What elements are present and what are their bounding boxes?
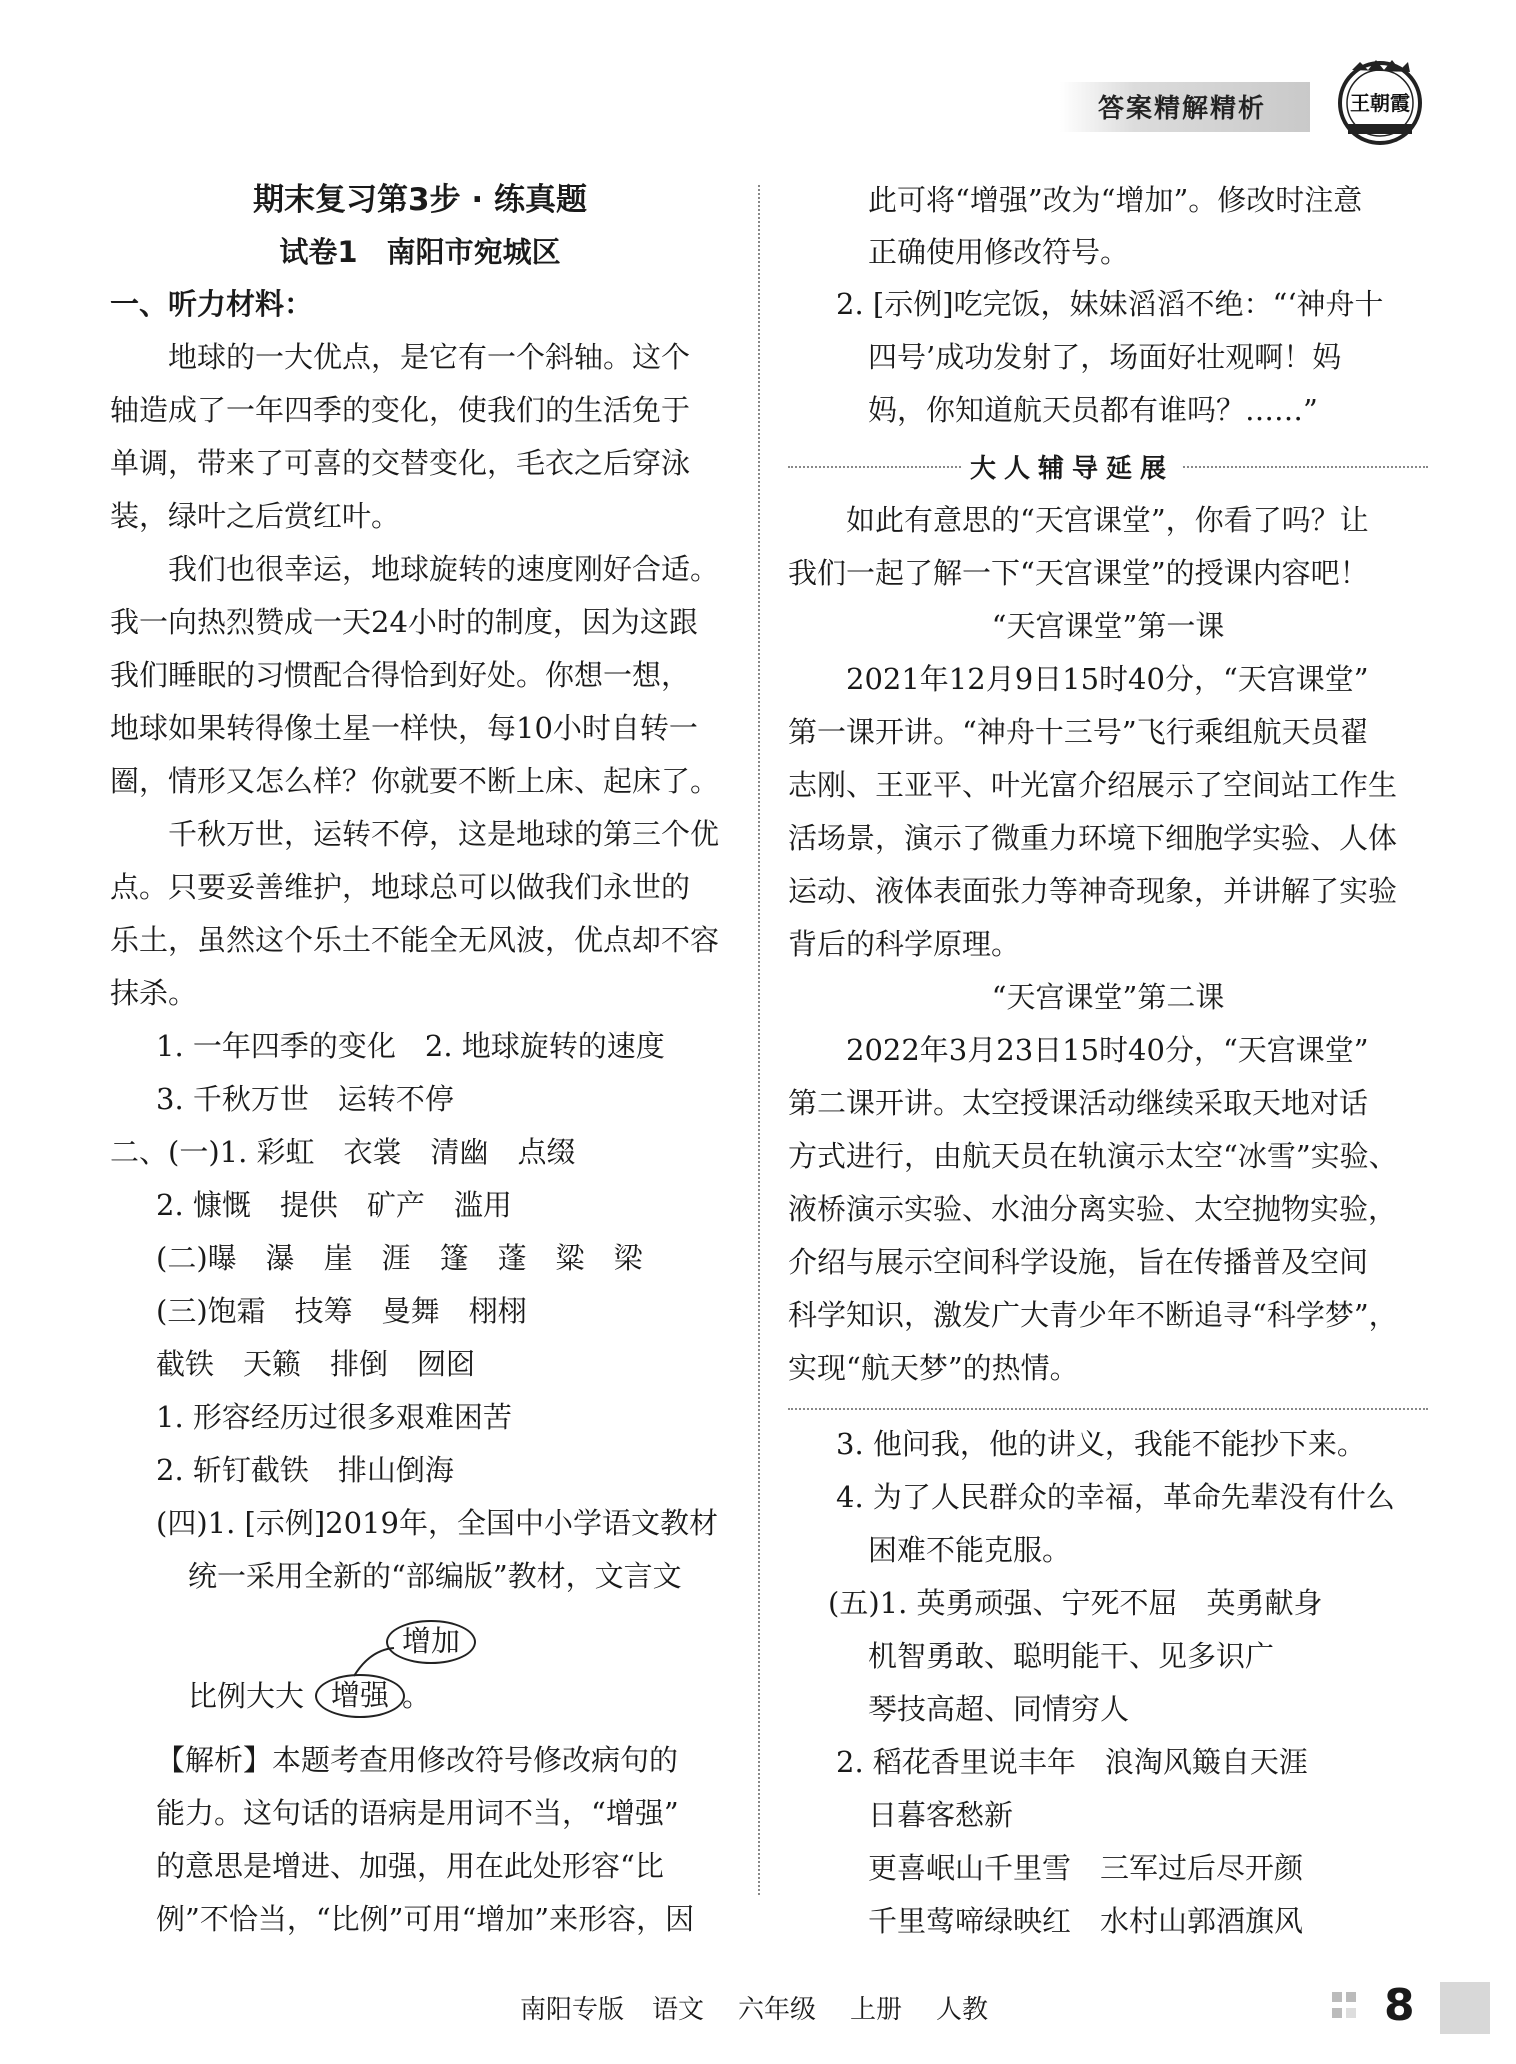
extension-line: 科学知识，激发广大青少年不断追寻“科学梦”， bbox=[788, 1298, 1398, 1332]
answer-line: 2. 斩钉截铁 排山倒海 bbox=[156, 1453, 454, 1487]
correction-original-oval: 增强 bbox=[315, 1674, 405, 1718]
text-line: 抹杀。 bbox=[110, 976, 198, 1010]
answer-line: (三)饱霜 技筹 曼舞 栩栩 bbox=[156, 1294, 527, 1328]
analysis-line: 能力。这句话的语病是用词不当，“增强” bbox=[156, 1796, 679, 1830]
answer-line: 。 bbox=[402, 1679, 432, 1713]
footer-volume: 上册 bbox=[850, 1995, 903, 2025]
answer-line: 3. 千秋万世 运转不停 bbox=[156, 1082, 454, 1116]
seal-text: 王朝霞 bbox=[1350, 91, 1410, 115]
text-line: 地球的一大优点，是它有一个斜轴。这个 bbox=[168, 340, 691, 374]
text-line: 单调，带来了可喜的交替变化，毛衣之后穿泳 bbox=[110, 446, 691, 480]
text-line: 点。只要妥善维护，地球总可以做我们永世的 bbox=[110, 870, 691, 904]
column-divider bbox=[758, 185, 760, 1895]
extension-line: 介绍与展示空间科学设施，旨在传播普及空间 bbox=[788, 1245, 1369, 1279]
page-number: 8 bbox=[1384, 1980, 1415, 2031]
analysis-line: 【解析】本题考查用修改符号修改病句的 bbox=[156, 1743, 679, 1777]
extension-line: 我们一起了解一下“天宫课堂”的授课内容吧！ bbox=[788, 556, 1369, 590]
extension-line: 运动、液体表面张力等神奇现象，并讲解了实验 bbox=[788, 874, 1398, 908]
answer-line: (五)1. 英勇顽强、宁死不屈 英勇献身 bbox=[828, 1586, 1323, 1620]
answer-line: 困难不能克服。 bbox=[868, 1533, 1072, 1567]
extension-line: 如此有意思的“天宫课堂”，你看了吗？让 bbox=[846, 503, 1369, 537]
extension-line: 第一课开讲。“神舟十三号”飞行乘组航天员翟 bbox=[788, 715, 1369, 749]
listening-title: 一、听力材料： bbox=[110, 287, 314, 321]
section-heading: 期末复习第3步 · 练真题 bbox=[253, 182, 587, 218]
text-line: 装，绿叶之后赏红叶。 bbox=[110, 499, 401, 533]
analysis-line: 的意思是增进、加强，用在此处形容“比 bbox=[156, 1849, 664, 1883]
lesson-title: “天宫课堂”第二课 bbox=[991, 980, 1225, 1014]
answer-line: 统一采用全新的“部编版”教材，文言文 bbox=[188, 1559, 682, 1593]
answer-line: 2. 稻花香里说丰年 浪淘风簸自天涯 bbox=[836, 1745, 1308, 1779]
extension-line: 实现“航天梦”的热情。 bbox=[788, 1351, 1079, 1385]
answer-line: 琴技高超、同情穷人 bbox=[868, 1692, 1130, 1726]
answer-line: 截铁 天籁 排倒 囫囵 bbox=[156, 1347, 476, 1381]
paper-subheading: 试卷1 南阳市宛城区 bbox=[279, 235, 561, 269]
text-line: 我们睡眠的习惯配合得恰到好处。你想一想， bbox=[110, 658, 691, 692]
text-line: 地球如果转得像土星一样快，每10小时自转一 bbox=[110, 711, 698, 745]
extension-line: 志刚、王亚平、叶光富介绍展示了空间站工作生 bbox=[788, 768, 1398, 802]
footer bbox=[0, 1990, 1516, 2030]
extension-line: 第二课开讲。太空授课活动继续采取天地对话 bbox=[788, 1086, 1369, 1120]
answer-line: (二)曝 瀑 崖 涯 篷 蓬 粱 梁 bbox=[156, 1241, 643, 1275]
header-title: 答案精解精析 bbox=[1098, 94, 1267, 124]
answer-line: 千里莺啼绿映红 水村山郭酒旗风 bbox=[868, 1904, 1304, 1938]
footer-subject: 语文 bbox=[652, 1995, 705, 2025]
answer-line: 机智勇敢、聪明能干、见多识广 bbox=[868, 1639, 1275, 1673]
extension-line: 液桥演示实验、水油分离实验、太空抛物实验， bbox=[788, 1192, 1398, 1226]
correction-arrow-icon bbox=[350, 1640, 400, 1680]
text-line: 千秋万世，运转不停，这是地球的第三个优 bbox=[168, 817, 720, 851]
publisher-seal-icon bbox=[1330, 58, 1430, 148]
decorative-dots-icon bbox=[1330, 1988, 1370, 2028]
answer-line: 4. 为了人民群众的幸福，革命先辈没有什么 bbox=[836, 1480, 1395, 1514]
text-line: 正确使用修改符号。 bbox=[868, 235, 1130, 269]
answer-line: 2. 慷慨 提供 矿产 滥用 bbox=[156, 1188, 512, 1222]
extension-section-label: 大人辅导延展 bbox=[962, 448, 1182, 485]
text-line: 乐土，虽然这个乐土不能全无风波，优点却不容 bbox=[110, 923, 720, 957]
extension-line: 方式进行，由航天员在轨演示太空“冰雪”实验、 bbox=[788, 1139, 1398, 1173]
answer-line: 日暮客愁新 bbox=[868, 1798, 1014, 1832]
extension-line: 活场景，演示了微重力环境下细胞学实验、人体 bbox=[788, 821, 1398, 855]
footer-grade: 六年级 bbox=[738, 1995, 817, 2025]
text-line: 圈，情形又怎么样？你就要不断上床、起床了。 bbox=[110, 764, 720, 798]
footer-edition: 南阳专版 bbox=[520, 1995, 625, 2025]
extension-line: 背后的科学原理。 bbox=[788, 927, 1021, 961]
text-line: 我们也很幸运，地球旋转的速度刚好合适。 bbox=[168, 552, 720, 586]
text-line: 我一向热烈赞成一天24小时的制度，因为这跟 bbox=[110, 605, 698, 639]
text-line: 四号’成功发射了，场面好壮观啊！妈 bbox=[868, 340, 1342, 374]
text-line: 轴造成了一年四季的变化，使我们的生活免于 bbox=[110, 393, 691, 427]
answer-line: (四)1. [示例]2019年，全国中小学语文教材 bbox=[156, 1506, 718, 1540]
answer-line: 1. 一年四季的变化 2. 地球旋转的速度 bbox=[156, 1029, 665, 1063]
correction-new-oval: 增加 bbox=[386, 1620, 476, 1664]
answer-line: 二、(一)1. 彩虹 衣裳 清幽 点缀 bbox=[110, 1135, 576, 1169]
answer-line: 1. 形容经历过很多艰难困苦 bbox=[156, 1400, 512, 1434]
page-tab-decoration bbox=[1440, 1982, 1490, 2034]
text-line: 妈，你知道航天员都有谁吗？……” bbox=[868, 393, 1318, 427]
answer-line: 2. [示例]吃完饭，妹妹滔滔不绝：“‘神舟十 bbox=[836, 287, 1384, 321]
analysis-line: 例”不恰当，“比例”可用“增加”来形容，因 bbox=[156, 1902, 695, 1936]
lesson-title: “天宫课堂”第一课 bbox=[991, 609, 1225, 643]
extension-line: 2021年12月9日15时40分，“天宫课堂” bbox=[846, 662, 1369, 696]
text-line: 此可将“增强”改为“增加”。修改时注意 bbox=[868, 183, 1363, 217]
extension-line: 2022年3月23日15时40分，“天宫课堂” bbox=[846, 1033, 1369, 1067]
answer-line: 3. 他问我，他的讲义，我能不能抄下来。 bbox=[836, 1427, 1366, 1461]
footer-publisher: 人教 bbox=[936, 1995, 989, 2025]
answer-line: 比例大大 bbox=[188, 1679, 305, 1713]
extension-end-divider bbox=[788, 1408, 1428, 1410]
answer-line: 更喜岷山千里雪 三军过后尽开颜 bbox=[868, 1851, 1304, 1885]
